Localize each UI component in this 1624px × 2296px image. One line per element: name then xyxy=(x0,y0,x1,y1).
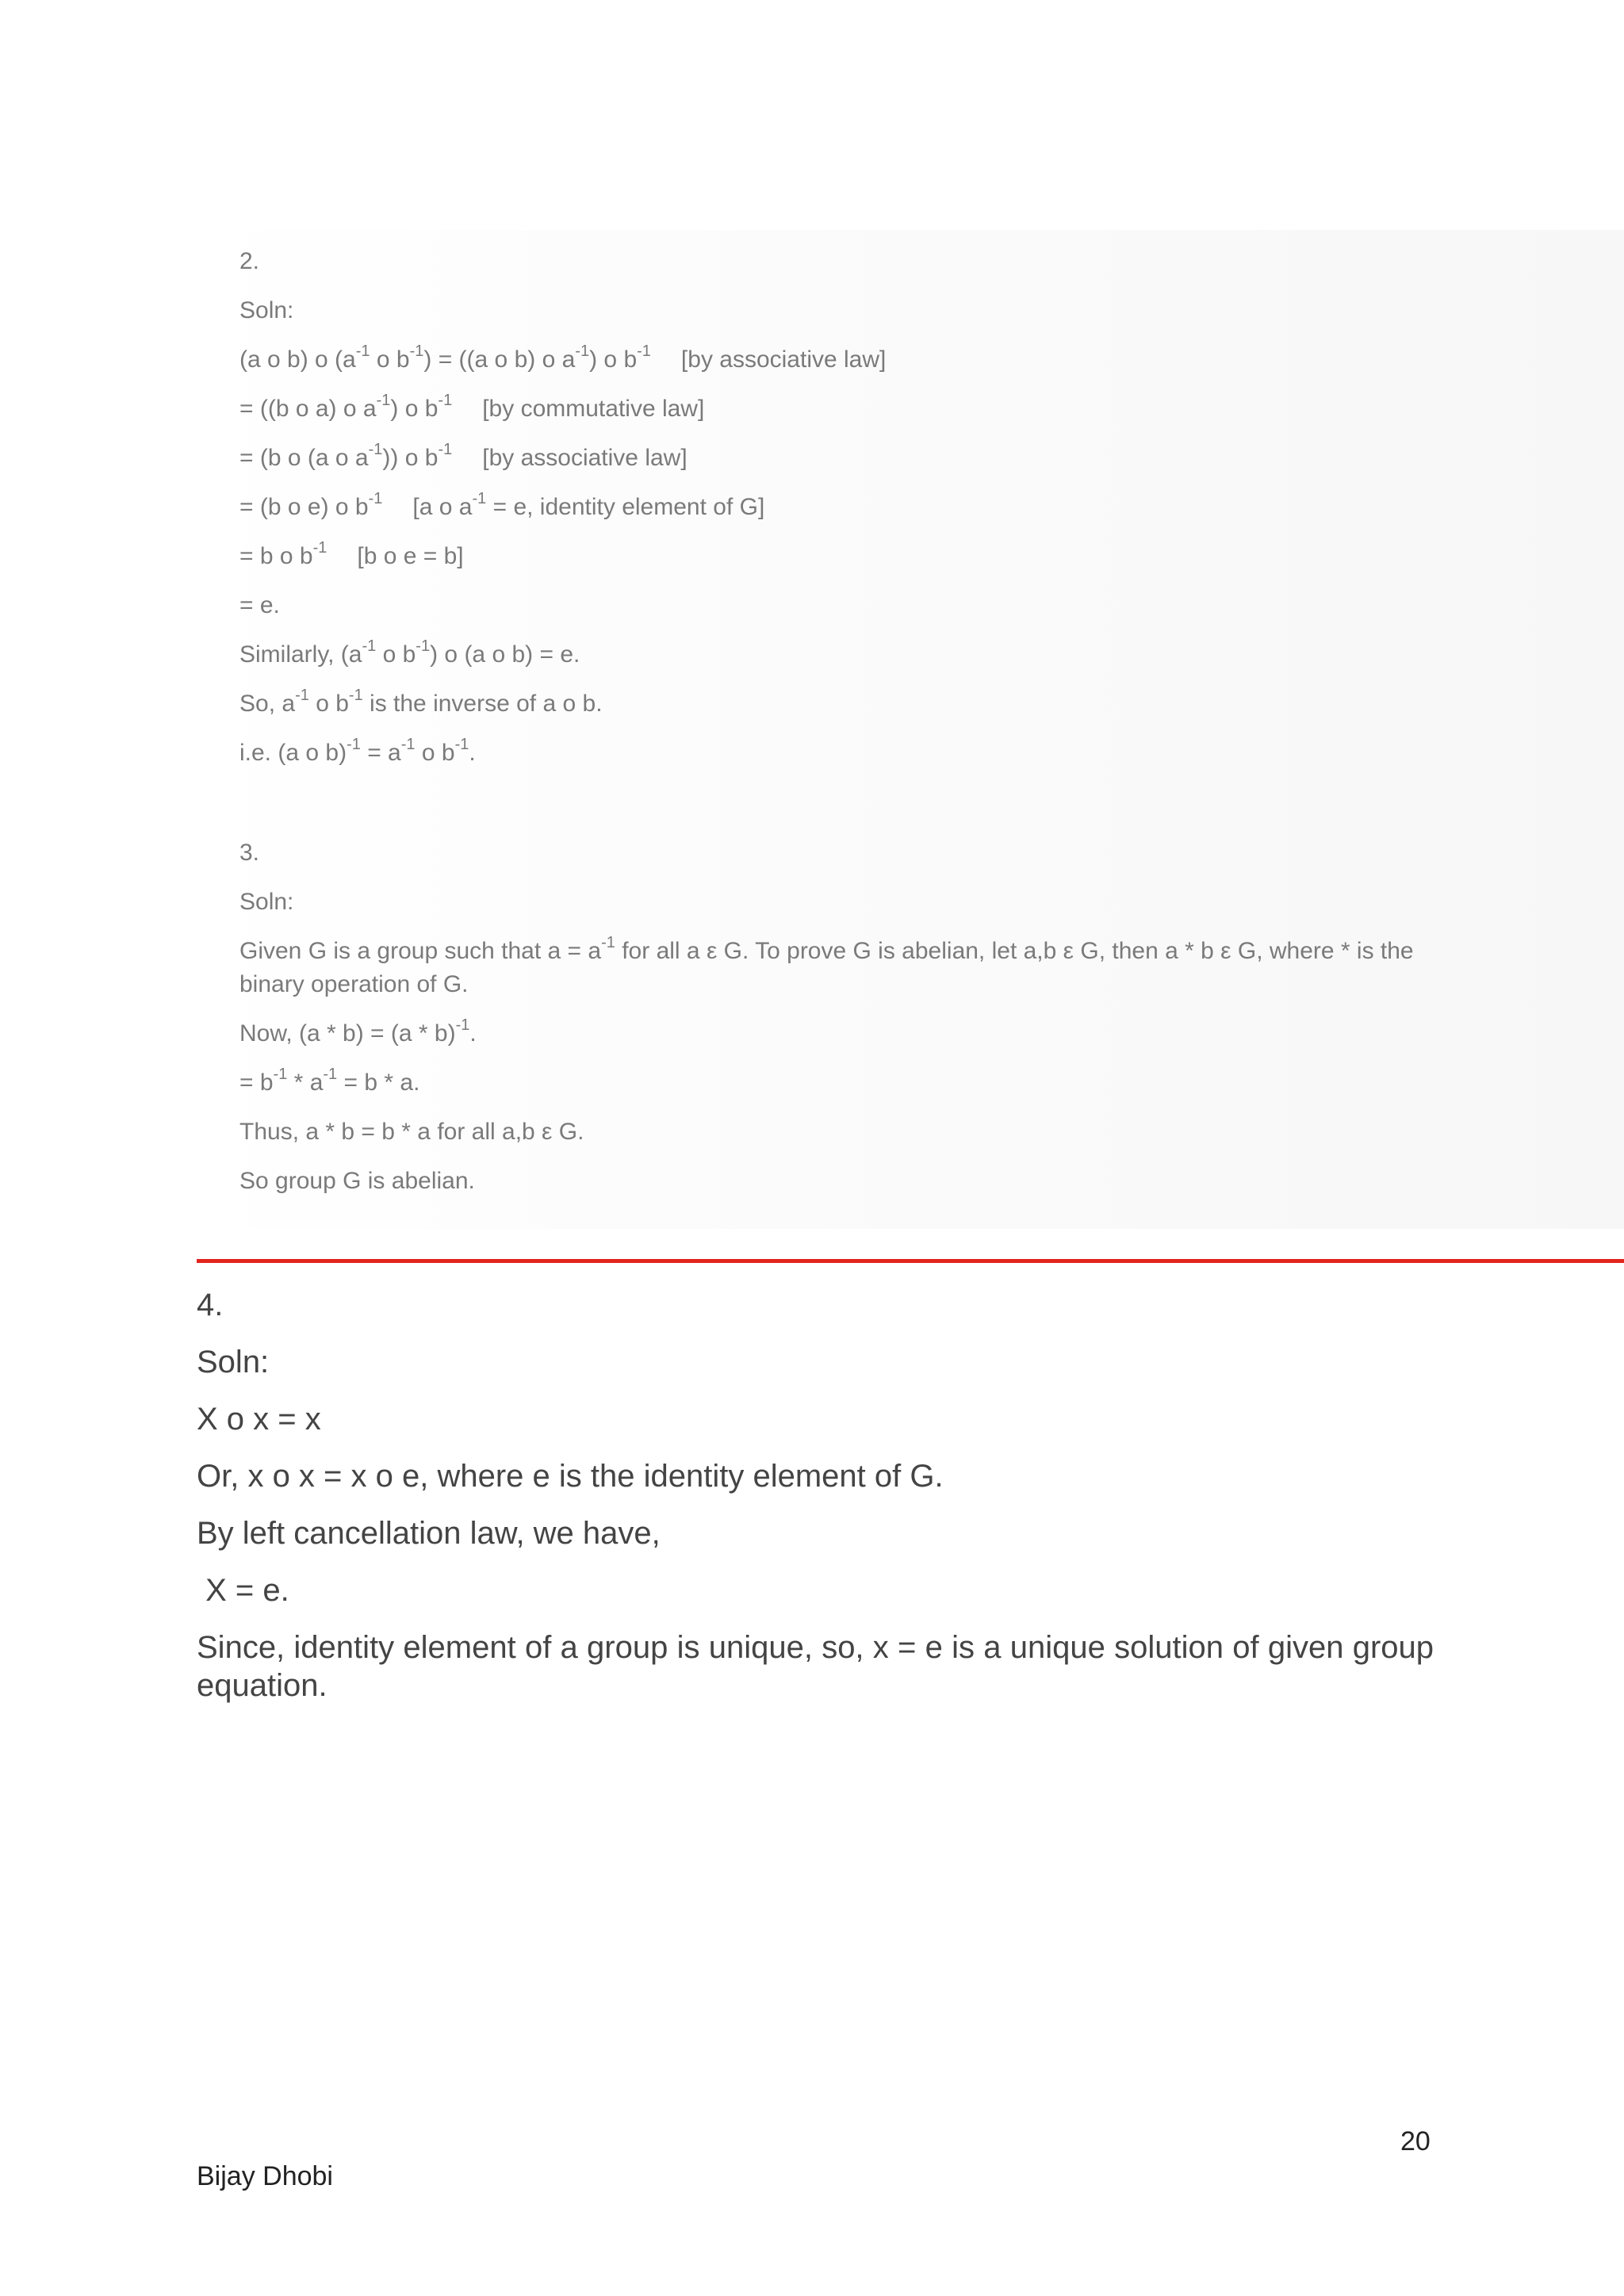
q2-line-3: = (b o (a o $a^{-1}$)) o $b^{-1}$ [by associative law] xyxy=(239,441,688,471)
q4-line-5: Since, identity element of a group is unique, so, x = e is a unique solution of given group equation. xyxy=(197,1630,1434,1703)
q2-line-5: = b o $b^{-1}$ [b o e = b] xyxy=(239,539,464,569)
q4-line-2: Or, x o x = x o e, where e is the identity element of G. xyxy=(197,1459,944,1494)
q2-line-1: (a o b) o ($a^{-1}$ o $b^{-1}) = ((a$ o b) o $a^{-1}$) o $b^{-1}$ [by associative law] xyxy=(239,342,887,373)
q2-line-4: = (b o e) o $b^{-1}$ [a o $a^{-1} = e$, identity element of G] xyxy=(239,490,765,520)
q2-line-8: So, $a^{-1}$ o $b^{-1}$ is the inverse of a o b. xyxy=(239,687,603,717)
red-divider xyxy=(197,1259,1624,1263)
q3-line-3: = $b^{-1} * a^{-1} = b * a$. xyxy=(239,1066,420,1096)
embedded-screenshot xyxy=(197,230,1624,1229)
q2-line-2: = ((b o a) o $a^{-1}$) o $b^{-1}$ [by commutative law] xyxy=(239,392,705,422)
author-name: Bijay Dhobi xyxy=(197,2161,333,2191)
q4-line-1: X o x = x xyxy=(197,1402,321,1437)
q4-line-3: By left cancellation law, we have, xyxy=(197,1516,661,1551)
q3-soln: Soln: xyxy=(239,889,294,915)
q2-line-7: Similarly, ($a^{-1}$ o $b^{-1}$) o (a o b) = e. xyxy=(239,637,580,668)
q3-line-1: Given G is a group such that $a = a^{-1}$ for all a ε G. To prove G is abelian, let a,b ε G, then a * b ε G, where * is the xyxy=(239,934,1414,964)
q2-soln: Soln: xyxy=(239,297,294,323)
q2-line-9: i.e. (a o $b)^{-1} = a^{-1}$ o $b^{-1}$. xyxy=(239,736,476,766)
q2-line-6: = e. xyxy=(239,592,280,618)
page-number: 20 xyxy=(1400,2126,1431,2156)
q3-number: 3. xyxy=(239,840,260,866)
q4-line-4: X = e. xyxy=(197,1573,289,1608)
q3-line-4: Thus, a * b = b * a for all a,b ε G. xyxy=(239,1119,584,1145)
q2-number: 2. xyxy=(239,248,260,274)
q3-line-5: So group G is abelian. xyxy=(239,1168,475,1194)
q4-soln: Soln: xyxy=(197,1345,270,1380)
q4-number: 4. xyxy=(197,1288,224,1322)
q3-line-1b: binary operation of G. xyxy=(239,971,469,997)
q3-line-2: Now, (a * b) = (a * b)$^{-1}$. xyxy=(239,1016,477,1047)
